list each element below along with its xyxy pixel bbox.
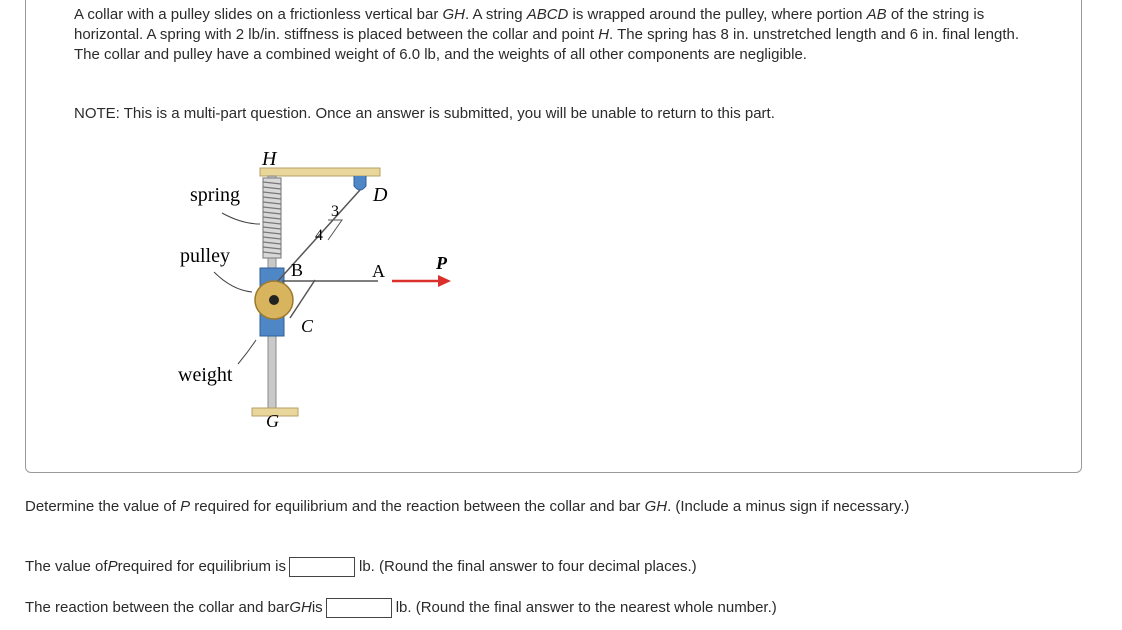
- top-support: [260, 168, 380, 176]
- label-3: 3: [331, 203, 339, 220]
- label-P: P: [436, 253, 447, 273]
- collar-pulley-figure: [170, 140, 470, 440]
- anchor-D: [354, 176, 366, 190]
- label-4: 4: [315, 227, 323, 244]
- string-C: [290, 280, 315, 318]
- label-pulley: pulley: [180, 245, 230, 267]
- answer-row-P: The value of P required for equilibrium is lb. (Round the final answer to four decimal places.): [25, 558, 697, 575]
- label-spring: spring: [190, 184, 240, 206]
- answer-input-reaction[interactable]: [326, 598, 392, 618]
- multi-part-note: NOTE: This is a multi-part question. Once an answer is submitted, you will be unable to return to this part.: [74, 105, 775, 122]
- label-B: B: [291, 260, 304, 280]
- question-prompt: Determine the value of P required for equilibrium and the reaction between the collar and bar GH. (Include a minus sign if necessary.): [25, 498, 910, 515]
- label-H: H: [262, 148, 277, 170]
- pulley-axle: [269, 295, 279, 305]
- label-weight: weight: [178, 364, 233, 386]
- problem-statement: A collar with a pulley slides on a frictionless vertical bar GH. A string ABCD is wrapped around the pulley, where portion AB of the string is horizontal. A spring with 2 lb/in. stiffness is placed between the collar and point H. The spring has 8 in. unstretched length and 6 in. final length. The collar and pulley have a combined weight of 6.0 lb, and the weights of all other components are negligible.: [74, 6, 1020, 63]
- answer-row-reaction: The reaction between the collar and bar GH is lb. (Round the final answer to the nearest whole number.): [25, 599, 777, 616]
- label-A: A: [372, 261, 385, 281]
- answer-input-P[interactable]: [289, 557, 355, 577]
- weight-callout: [238, 340, 256, 364]
- spring-coil: [263, 178, 281, 258]
- label-C: C: [301, 316, 314, 336]
- label-G: G: [266, 411, 279, 431]
- spring-callout: [222, 213, 260, 224]
- pulley-callout: [214, 272, 252, 292]
- label-D: D: [373, 184, 388, 206]
